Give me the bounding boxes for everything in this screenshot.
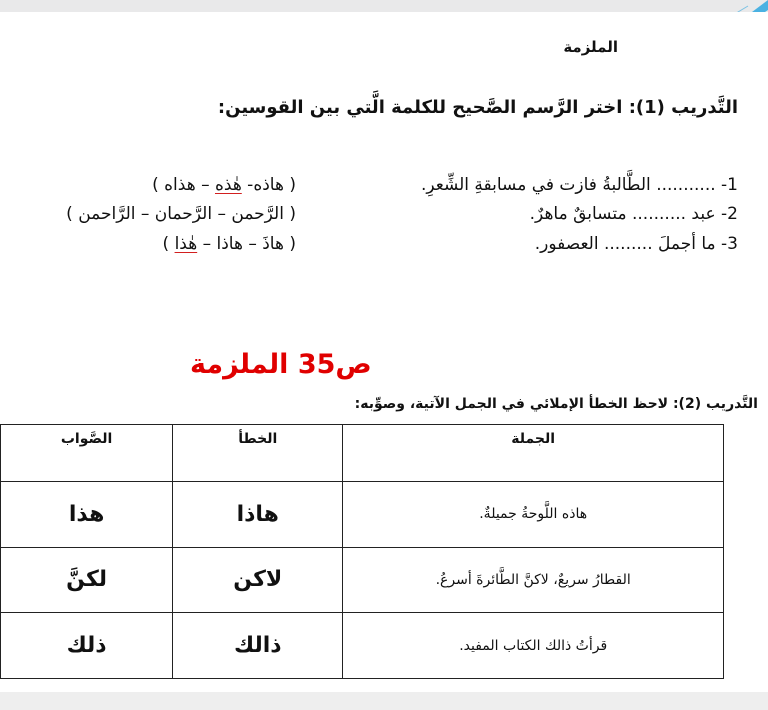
header-sentence: الجملة bbox=[343, 425, 724, 482]
question-1-options: ( هاذه- هٰذه – هذاه ) bbox=[152, 175, 296, 195]
table-row bbox=[1, 613, 724, 679]
row-error: هاذا bbox=[173, 482, 343, 548]
question-2-options: ( الرَّحمن – الرَّحمان – الرَّاحمن ) bbox=[66, 204, 296, 224]
correction-table bbox=[0, 424, 724, 679]
question-3-text: 3- ما أجملَ ......... العصفور. bbox=[534, 234, 738, 254]
page-reference-title: ص35 الملزمة bbox=[190, 349, 372, 380]
row-sentence: قرأتُ ذالك الكتاب المفيد. bbox=[343, 613, 724, 679]
header-correct: الصَّواب bbox=[1, 425, 173, 482]
question-3-options: ( هاذَ – هاذا – هٰذا ) bbox=[162, 234, 296, 254]
row-error: ذالك bbox=[173, 613, 343, 679]
row-correct: هذا bbox=[1, 482, 173, 548]
top-strip bbox=[0, 0, 768, 12]
row-correct: لكنَّ bbox=[1, 547, 173, 613]
question-1-text: 1- ........... الطَّالبةُ فازت في مسابقةِ الشِّعرِ. bbox=[420, 175, 738, 195]
row-correct: ذلك bbox=[1, 613, 173, 679]
document-page bbox=[0, 12, 768, 692]
exercise-2-title: التَّدريب (2): لاحظ الخطأ الإملائي في الجمل الآتية، وصوِّبه: bbox=[354, 396, 758, 412]
page-heading: الملزمة bbox=[563, 38, 618, 56]
question-2-text: 2- عبد .......... متسابقٌ ماهرٌ. bbox=[529, 204, 738, 224]
row-sentence: هاذه اللَّوحةُ جميلةٌ. bbox=[343, 482, 724, 548]
row-error: لاكن bbox=[173, 547, 343, 613]
row-sentence: القطارُ سريعٌ، لاكنَّ الطَّائرةَ أسرعُ. bbox=[343, 547, 724, 613]
bottom-strip bbox=[0, 692, 768, 710]
exercise-1-title: التَّدريب (1): اختر الرَّسم الصَّحيح للكلمة الَّتي بين القوسين: bbox=[217, 97, 738, 118]
table-row bbox=[1, 547, 724, 613]
header-error: الخطأ bbox=[173, 425, 343, 482]
table-row bbox=[1, 482, 724, 548]
table-header-row bbox=[1, 425, 724, 482]
